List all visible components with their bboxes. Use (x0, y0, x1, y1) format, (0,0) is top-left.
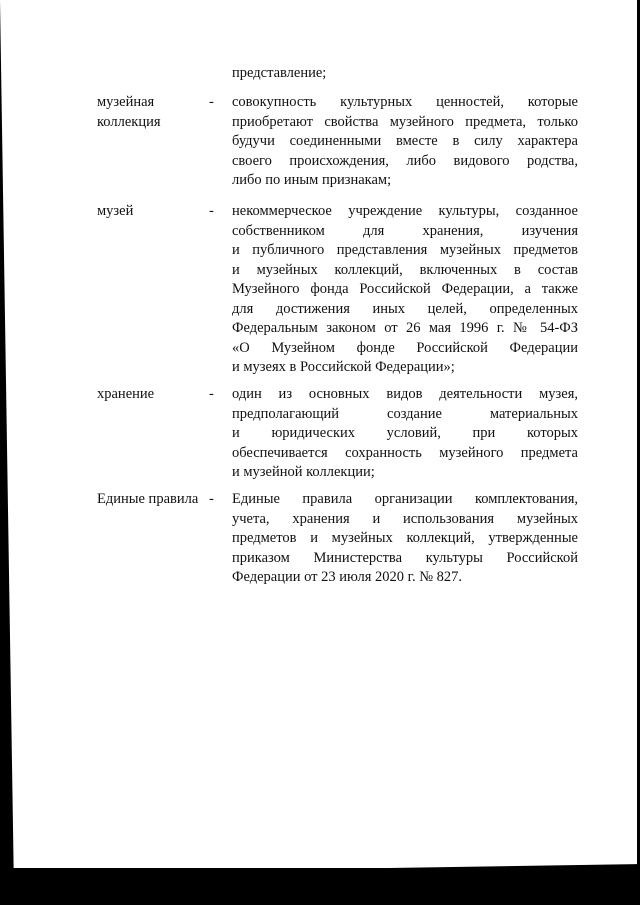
definition-line: и музеях в Российской Федерации»; (232, 359, 455, 375)
definition-line: Федерации от 23 июля 2020 г. № 827. (232, 569, 463, 585)
definition-line: Музейного фонда Российской Федерации, а также (232, 281, 578, 297)
term-unified-rules: Единые правила (97, 491, 199, 507)
definition-line: и музейной коллекции; (232, 464, 375, 480)
definition-line: предполагающий создание материальных (232, 405, 578, 422)
definition-museum-collection (232, 93, 578, 191)
definition-line: и юридических условий, при которых (232, 425, 578, 441)
continuation-text: представление; (232, 65, 327, 81)
definition-line: один из основных видов деятельности музея, (232, 386, 578, 402)
term-dash: - (209, 386, 214, 402)
definition-museum (232, 202, 578, 378)
term-museum-collection: музейная коллекция (97, 94, 161, 130)
definition-unified-rules (232, 490, 578, 588)
definition-line: собственником для хранения, изучения (232, 222, 578, 239)
definition-line: либо по иным признакам; (232, 172, 392, 188)
definition-line: своего происхождения, либо видового родства, (232, 152, 578, 169)
term-storage: хранение (97, 386, 155, 402)
definition-line: для достижения иных целей, определенных (232, 300, 578, 317)
definition-line: предметов и музейных коллекций, утвержденные (232, 530, 578, 546)
definition-line: и публичного представления музейных предметов (232, 242, 578, 258)
definition-line: «О Музейном фонде Российской Федерации (232, 339, 578, 356)
definition-line: совокупность культурных ценностей, которые (232, 94, 578, 110)
term-dash: - (209, 491, 214, 507)
definition-storage (232, 385, 578, 483)
term-museum: музей (97, 203, 134, 219)
definition-line: обеспечивается сохранность музейного предмета (232, 444, 578, 461)
definition-line: приобретают свойства музейного предмета, только (232, 113, 578, 130)
definition-line: будучи соединенными вместе в силу характера (232, 133, 578, 149)
term-dash: - (209, 203, 214, 219)
definition-line: некоммерческое учреждение культуры, созданное (232, 203, 578, 219)
definition-line: учета, хранения и использования музейных (232, 510, 578, 527)
term-dash: - (209, 94, 214, 110)
definition-line: Федеральным законом от 26 мая 1996 г. № 54-ФЗ (232, 320, 578, 336)
definition-line: и музейных коллекций, включенных в состав (232, 261, 578, 278)
definition-line: Единые правила организации комплектования, (232, 491, 578, 507)
definition-line: приказом Министерства культуры Российской (232, 549, 578, 566)
